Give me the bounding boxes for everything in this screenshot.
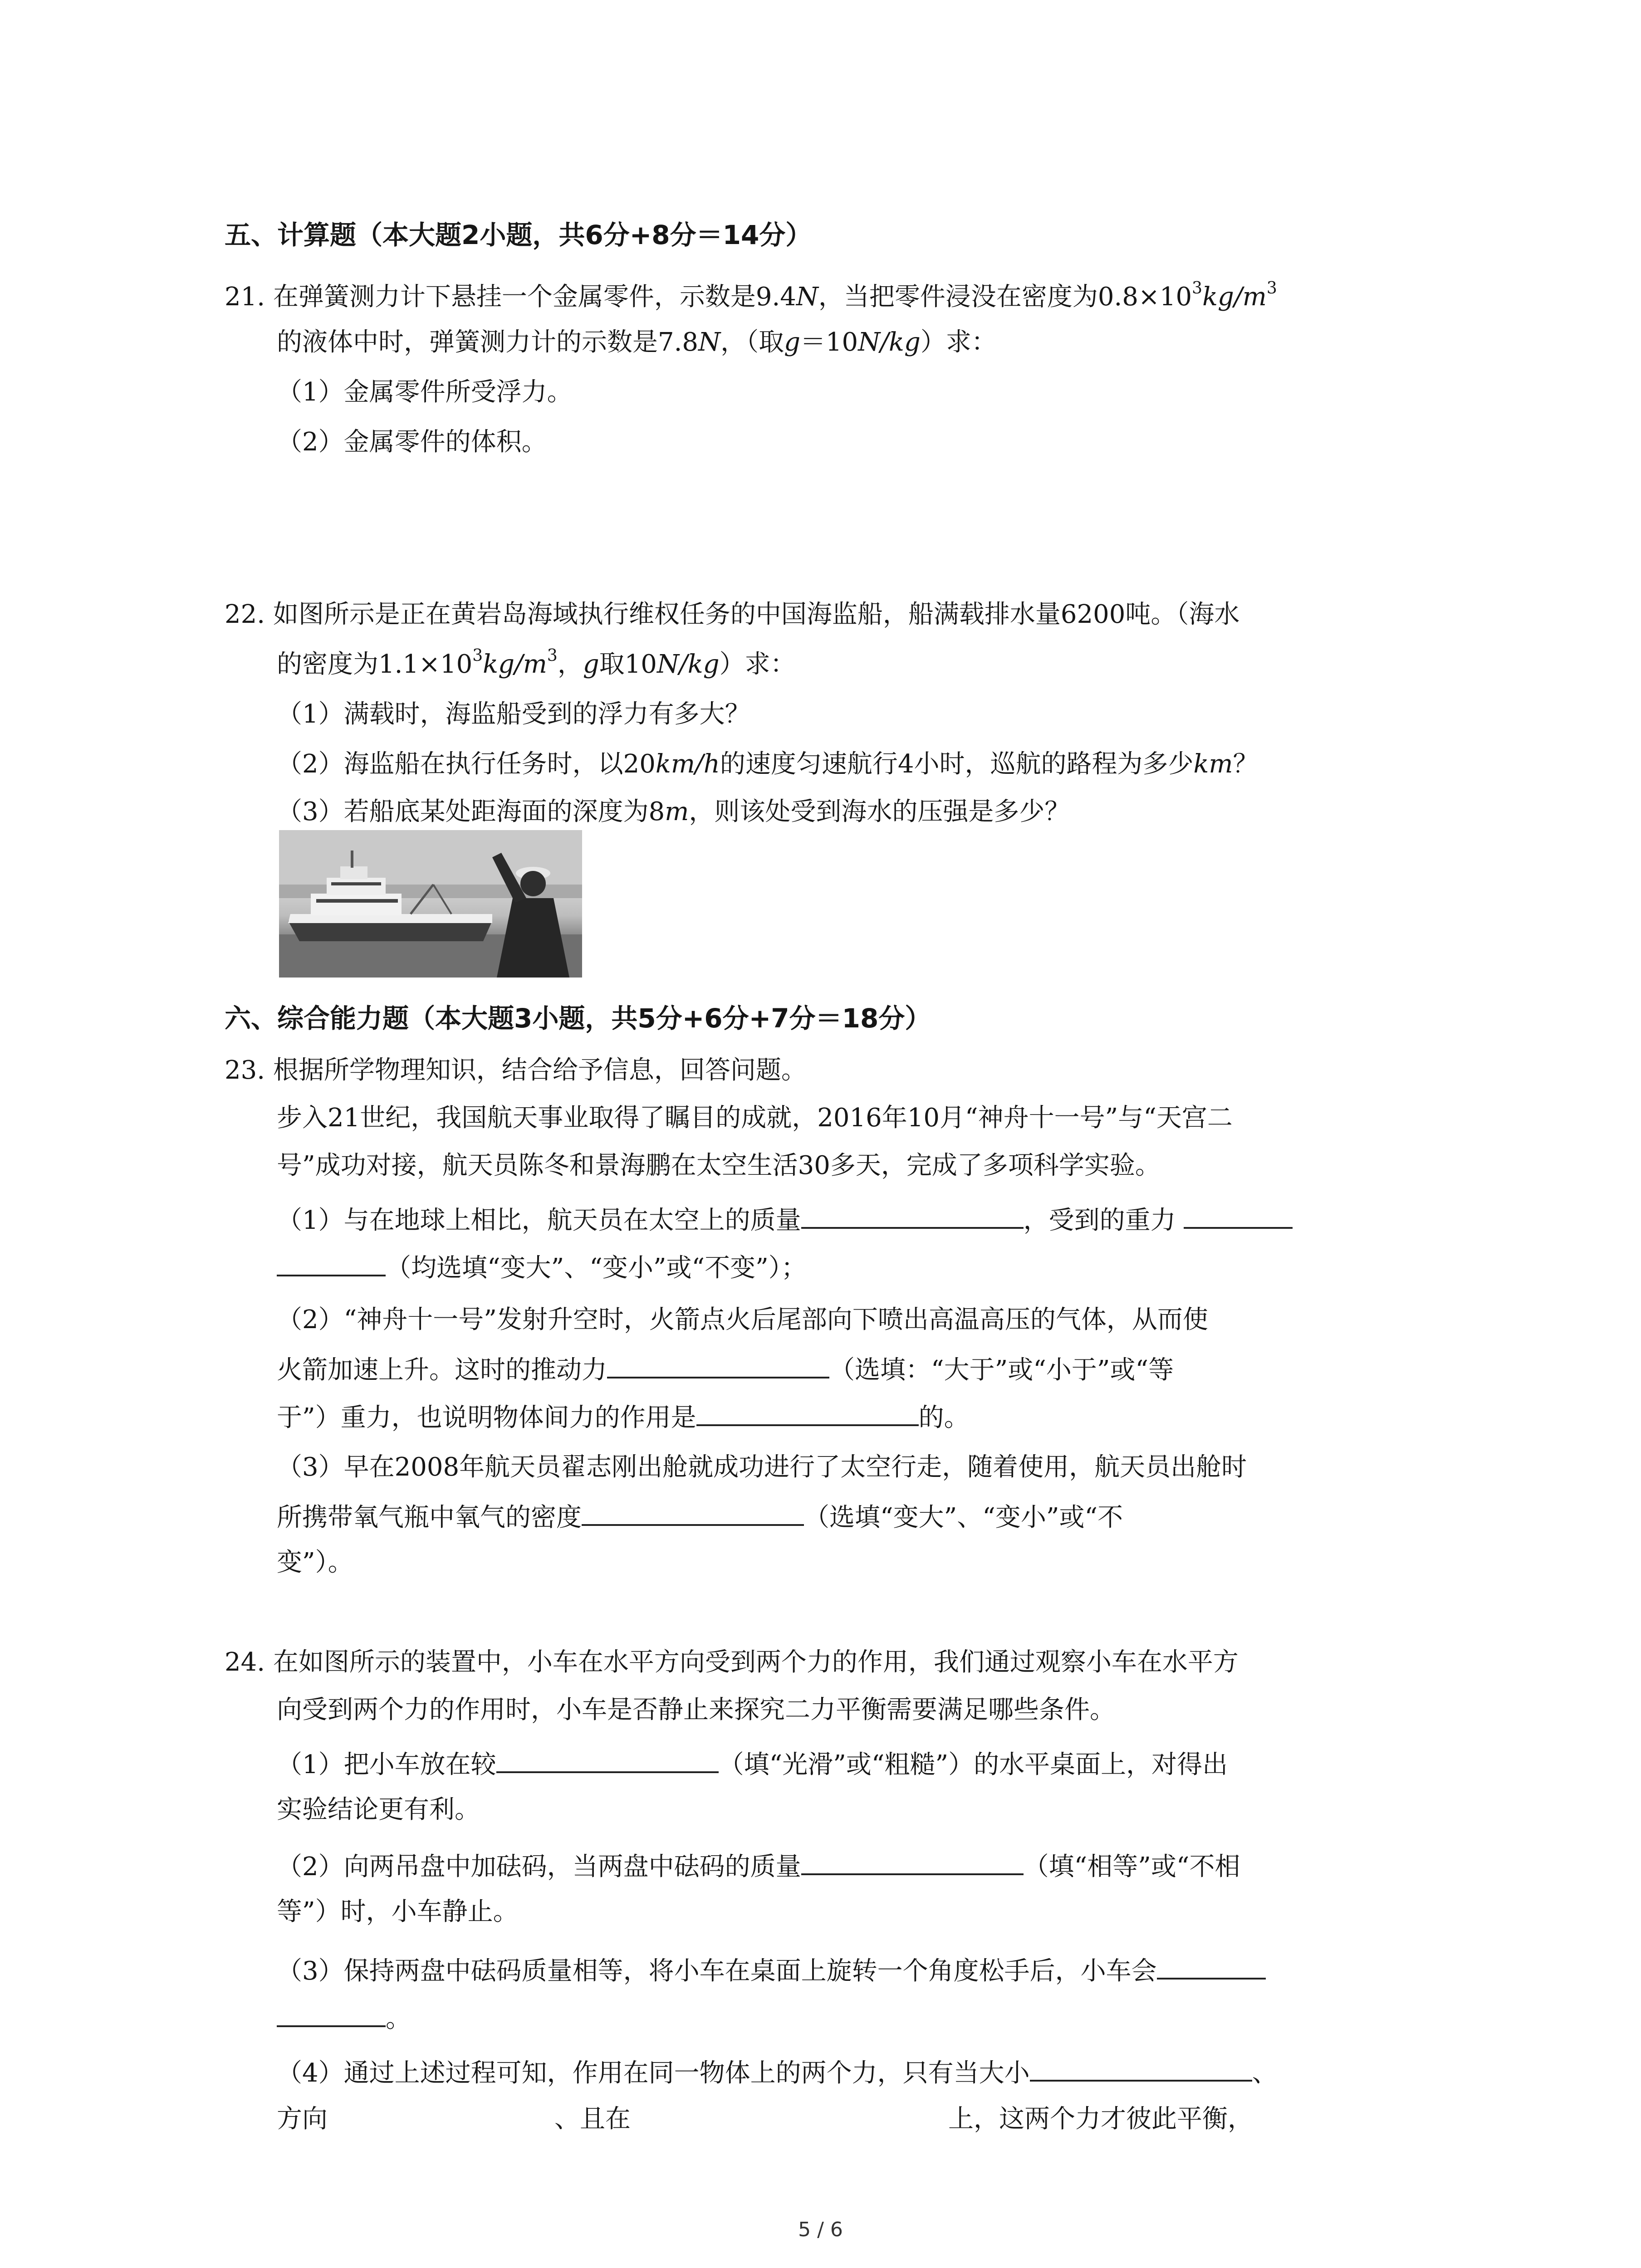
- q23-part-2-l3: 于”）重力，也说明物体间力的作用是 的。: [277, 1397, 970, 1436]
- q23-blank-3[interactable]: [607, 1349, 829, 1378]
- q22-line-1: 22. 如图所示是正在黄岩岛海域执行维权任务的中国海监船，船满载排水量6200吨。（海水: [225, 600, 1240, 629]
- q24-part-1-l2: 实验结论更有利。: [277, 1795, 480, 1824]
- q22-line-2: 的密度为$1.1\times 10^3kg/m^3$，g取10N/kg）求：: [277, 646, 796, 679]
- q23-line-1: 23. 根据所学物理知识，结合给予信息，回答问题。: [225, 1056, 807, 1085]
- section-5-heading: 五、计算题（本大题2小题，共6分+8分＝14分）: [225, 220, 812, 250]
- q23-blank-1[interactable]: [801, 1200, 1024, 1229]
- q24-part-4-l1: （4）通过上述过程可知，作用在同一物体上的两个力，只有当大小 、: [277, 2053, 1278, 2092]
- ship-photo: [279, 830, 582, 978]
- q24-line-2: 向受到两个力的作用时，小车是否静止来探究二力平衡需要满足哪些条件。: [277, 1695, 1115, 1725]
- page-number: 5 / 6: [798, 2218, 843, 2241]
- q24-part-3-l2: 。: [277, 1998, 411, 2037]
- q23-line-3: 号”成功对接，航天员陈冬和景海鹏在太空生活30多天，完成了多项科学实验。: [277, 1151, 1161, 1180]
- ship-illustration: [279, 830, 582, 978]
- q23-part-3-l3: 变”）。: [277, 1548, 353, 1577]
- q23-blank-2a[interactable]: [1184, 1200, 1293, 1229]
- q24-line-1: 24. 在如图所示的装置中，小车在水平方向受到两个力的作用，我们通过观察小车在水平方: [225, 1647, 1239, 1677]
- q23-part-2-l2: 火箭加速上升。这时的推动力 （选填：“大于”或“小于”或“等: [277, 1349, 1174, 1388]
- q23-part-1-cont: （均选填“变大”、“变小”或“不变”）；: [277, 1247, 807, 1286]
- q23-blank-2b[interactable]: [277, 1247, 386, 1276]
- q21-part-2: （2）金属零件的体积。: [277, 427, 547, 457]
- q22-part-3: （3）若船底某处距海面的深度为8m，则该处受到海水的压强是多少？: [277, 797, 1070, 826]
- q21-part-1: （1）金属零件所受浮力。: [277, 377, 573, 407]
- q23-part-1: （1）与在地球上相比，航天员在太空上的质量 ，受到的重力: [277, 1200, 1293, 1239]
- q21-line-2: 的液体中时，弹簧测力计的示数是7.8N，（取g＝10N/kg）求：: [277, 327, 997, 357]
- q24-blank-1[interactable]: [496, 1744, 719, 1773]
- q24-part-2-l2: 等”）时，小车静止。: [277, 1897, 519, 1926]
- q23-part-2-l1: （2）“神舟十一号”发射升空时，火箭点火后尾部向下喷出高温高压的气体，从而使: [277, 1305, 1208, 1334]
- q24-blank-2[interactable]: [801, 1846, 1024, 1875]
- q23-part-3-l2: 所携带氧气瓶中氧气的密度 （选填“变大”、“变小”或“不: [277, 1497, 1123, 1536]
- section-6-heading: 六、综合能力题（本大题3小题，共5分+6分+7分＝18分）: [225, 1003, 931, 1034]
- q23-blank-4[interactable]: [696, 1397, 919, 1426]
- q24-blank-6[interactable]: [631, 2100, 948, 2127]
- q24-part-3-l1: （3）保持两盘中砝码质量相等，将小车在桌面上旋转一个角度松手后，小车会: [277, 1950, 1266, 1989]
- q23-blank-5[interactable]: [582, 1497, 804, 1526]
- q22-part-2: （2）海监船在执行任务时，以20km/h的速度匀速航行4小时，巡航的路程为多少km？: [277, 749, 1259, 779]
- q24-blank-3a[interactable]: [1157, 1950, 1266, 1980]
- q24-part-1-l1: （1）把小车放在较 （填“光滑”或“粗糙”）的水平桌面上，对得出: [277, 1744, 1228, 1783]
- q23-part-3-l1: （3）早在2008年航天员翟志刚出舱就成功进行了太空行走，随着使用，航天员出舱时: [277, 1452, 1247, 1482]
- q24-blank-5[interactable]: [328, 2100, 554, 2127]
- q24-part-2-l1: （2）向两吊盘中加砝码，当两盘中砝码的质量 （填“相等”或“不相: [277, 1846, 1240, 1885]
- q24-blank-4[interactable]: [1030, 2053, 1252, 2082]
- q23-line-2: 步入21世纪，我国航天事业取得了瞩目的成就，2016年10月“神舟十一号”与“天宫二: [277, 1103, 1233, 1133]
- q22-part-1: （1）满载时，海监船受到的浮力有多大？: [277, 699, 750, 729]
- q24-blank-3b[interactable]: [277, 1998, 386, 2027]
- q21-line-1: 21. 在弹簧测力计下悬挂一个金属零件，示数是9.4N，当把零件浸没在密度为$0.8\times 10^3kg/m^3$: [225, 279, 1277, 312]
- q24-part-4-l2: 方向 、且在 上，这两个力才彼此平衡，: [277, 2100, 1253, 2137]
